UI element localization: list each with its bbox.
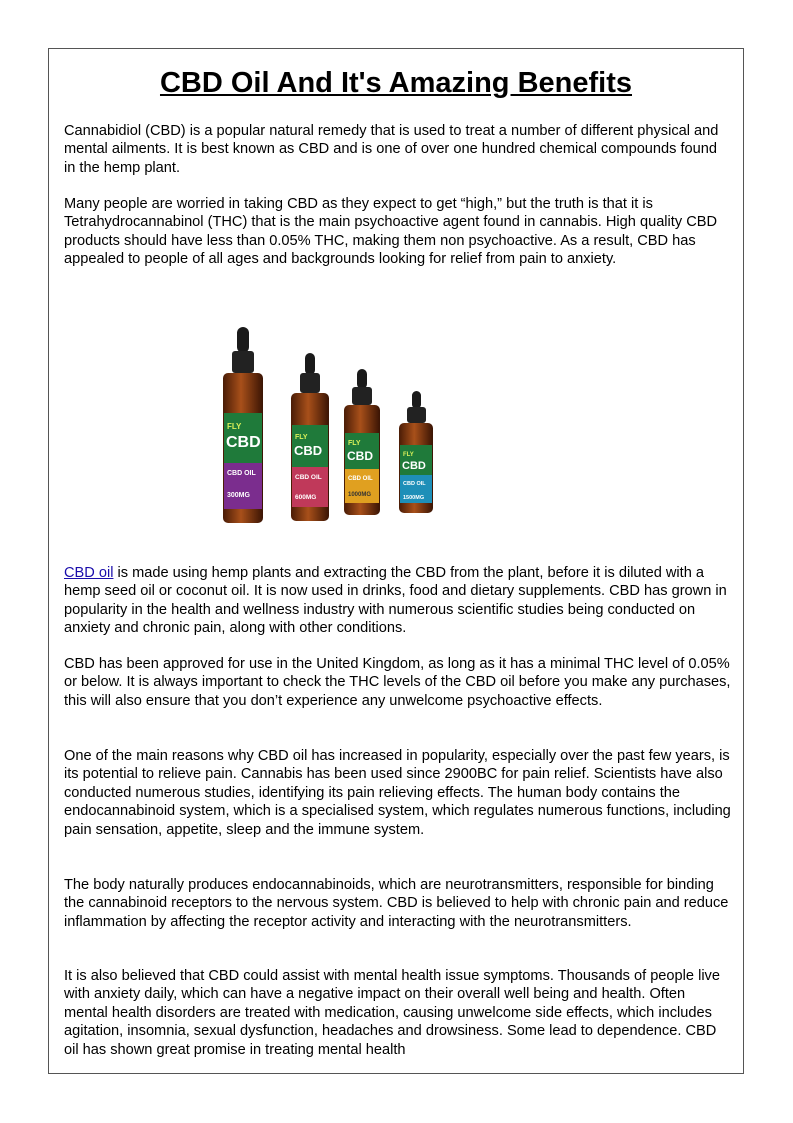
- cbd-oil-bottles-image: [221, 325, 446, 525]
- page-frame: [48, 48, 744, 1074]
- bottle-600mg: [291, 353, 329, 521]
- bottle-product-line: CBD OIL: [295, 474, 322, 481]
- bottle-brand-main: CBD: [294, 443, 323, 458]
- bottle-product-line: CBD OIL: [227, 470, 256, 477]
- bottle-brand-main: CBD: [402, 460, 426, 472]
- bottle-strength: 1000MG: [348, 492, 372, 498]
- paragraph-thc: Many people are worried in taking CBD as they expect to get “high,” but the truth is that it is Tetrahydrocannabinol (THC) that is the main psychoactive agent found in cannabis. High quality CBD products should have less than 0.05% THC, making them non psychoactive. As a result, CBD has appealed to people of all ages and backgrounds looking for relief from pain to anxiety.: [64, 196, 718, 268]
- paragraph-intro: Cannabidiol (CBD) is a popular natural remedy that is used to treat a number of different physical and mental ailments. It is best known as CBD and is one of over one hundred chemical compounds found in the hemp plant.: [64, 123, 719, 176]
- paragraph-endocannabinoids: The body naturally produces endocannabinoids, which are neurotransmitters, responsible for binding the cannabinoid receptors to the nervous system. CBD is believed to help with chronic pain and reduce inflammation by affecting the receptor activity and interacting with the neurotransmitters.: [64, 877, 729, 930]
- bottle-product-line: CBD OIL: [403, 481, 426, 487]
- bottle-1000mg: [344, 369, 380, 515]
- cbd-oil-link[interactable]: CBD oil: [64, 565, 114, 581]
- bottle-300mg: [223, 327, 263, 523]
- bottle-brand-top: FLY: [227, 422, 242, 431]
- bottle-brand-main: CBD: [347, 449, 373, 463]
- bottle-product-line: CBD OIL: [348, 476, 373, 482]
- paragraph-cbd-oil: [64, 564, 732, 638]
- bottle-strength: 300MG: [227, 492, 250, 499]
- bottle-brand-top: FLY: [295, 434, 308, 441]
- paragraph-mental-health: It is also believed that CBD could assist with mental health issue symptoms. Thousands of people live with anxiety daily, which can have a negative impact on their overall well being and health. Often mental health disorders are treated with medication, causing unwelcome side effects, which includes agitation, insomnia, sexual dysfunction, headaches and drowsiness. Some lead to dependence. CBD oil has shown great promise in treating mental health: [64, 968, 720, 1058]
- bottle-brand-top: FLY: [348, 440, 361, 447]
- bottle-1500mg: [399, 391, 433, 513]
- bottle-strength: 1500MG: [403, 495, 425, 501]
- bottle-brand-top: FLY: [403, 452, 414, 458]
- bottle-strength: 600MG: [295, 494, 317, 501]
- paragraph-uk-approval: CBD has been approved for use in the United Kingdom, as long as it has a minimal THC level of 0.05% or below. It is always important to check the THC levels of the CBD oil before you make any purchases, this will also ensure that you don’t experience any unwelcome psychoactive effects.: [64, 656, 731, 709]
- page-title: CBD Oil And It's Amazing Benefits: [159, 67, 632, 99]
- paragraph-cbd-oil-text: is made using hemp plants and extracting the CBD from the plant, before it is diluted with a hemp seed oil or coconut oil. It is now used in drinks, food and dietary supplements. CBD has grown in popularity in the health and wellness industry with numerous scientific studies being conducted on anxiety and chronic pain, along with other conditions.: [64, 565, 727, 637]
- bottle-brand-main: CBD: [226, 434, 261, 451]
- paragraph-pain-relief: One of the main reasons why CBD oil has increased in popularity, especially over the past few years, is its potential to relieve pain. Cannabis has been used since 2900BC for pain relief. Scientists have also conducted numerous studies, identifying its pain relieving effects. The human body contains the endocannabinoid system, which is a specialised system, which regulates numerous functions, including pain sensation, appetite, sleep and the immune system.: [64, 748, 731, 838]
